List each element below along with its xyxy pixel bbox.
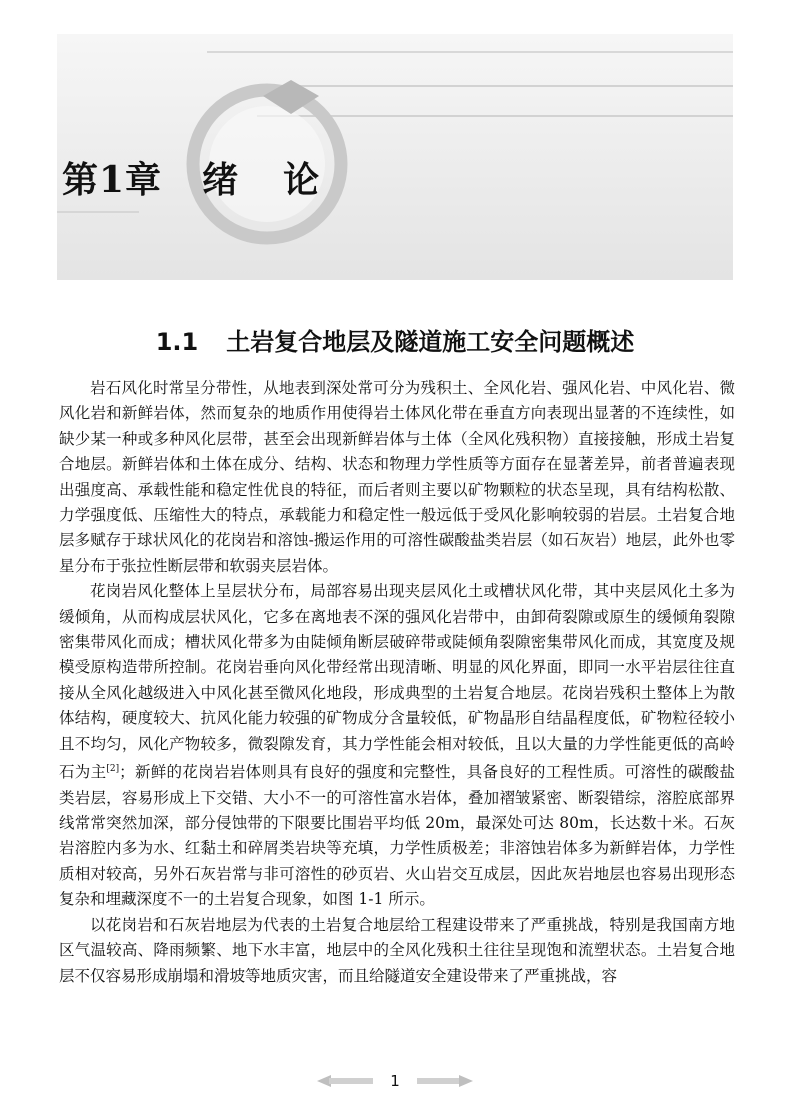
paragraph-2-part-1: 花岗岩风化整体上呈层状分布，局部容易出现夹层风化土或槽状风化带，其中夹层风化土多为缓倾角，从而构成层状风化，它多在离地表不深的强风化岩带中，由卸荷裂隙或原生的缓倾角裂隙密集带风化而成；槽状风化带多为由陡倾角断层破碎带或陡倾角裂隙密集带风化而成，其宽度及规模受原构造带所控制。花岗岩垂向风化带经常出现清晰、明显的风化界面，即同一水平岩层往往直接从全风化越级进入中风化甚至微风化地段，形成典型的土岩复合地层。花岗岩残积土整体上为散体结构，硬度较大、抗风化能力较强的矿物成分含量较低，矿物晶形自结晶程度低，矿物粒径较小且不均匀，风化产物较多，微裂隙发育，其力学性能会相对较低，且以大量的力学性能更低的高岭石为主 <box>59 582 735 782</box>
section-title: 土岩复合地层及隧道施工安全问题概述 <box>226 328 635 356</box>
page-number: 1 <box>390 1071 400 1090</box>
section-heading <box>0 322 790 357</box>
paragraph-3: 以花岗岩和石灰岩地层为代表的土岩复合地层给工程建设带来了严重挑战，特别是我国南方地区气温较高、降雨频繁、地下水丰富，地层中的全风化残积土往往呈现饱和流塑状态。土岩复合地层不仅容易形成崩塌和滑坡等地质灾害，而且给隧道安全建设带来了严重挑战，容 <box>59 915 735 985</box>
chapter-title <box>62 152 320 203</box>
paragraph-2-part-2: ；新鲜的花岗岩岩体则具有良好的强度和完整性，具备良好的工程性质。可溶性的碳酸盐类岩层，容易形成上下交错、大小不一的可溶性富水岩体，叠加褶皱紧密、断裂错综，溶腔底部界线常常突然加深，部分侵蚀带的下限要比围岩平均低 20m，最深处可达 80m，长达数十米。石灰岩溶腔内多为水、红黏土和碎屑类岩块等充填，力学性质极差；非溶蚀岩体多为新鲜岩体，力学性质相对较高，另外石灰岩常与非可溶性的砂页岩、火山岩交互成层，因此灰岩地层也容易出现形态复杂和埋藏深度不一的土岩复合现象，如图 1-1 所示。 <box>59 763 735 909</box>
section-number: 1.1 <box>155 328 199 356</box>
chapter-title-char-2: 论 <box>283 159 321 201</box>
paragraph-2 <box>59 579 735 912</box>
right-arrows-icon <box>417 1074 475 1088</box>
chapter-label: 第1章 <box>62 159 163 201</box>
left-arrows-icon <box>315 1074 373 1088</box>
page-footer <box>0 1070 790 1090</box>
body-text <box>59 376 735 989</box>
chapter-title-char-1: 绪 <box>202 159 240 201</box>
citation-ref: [2] <box>106 764 120 775</box>
paragraph-1: 岩石风化时常呈分带性，从地表到深处常可分为残积土、全风化岩、强风化岩、中风化岩、微风化岩和新鲜岩体，然而复杂的地质作用使得岩土体风化带在垂直方向表现出显著的不连续性，如缺少某一种或多种风化层带，甚至会出现新鲜岩体与土体（全风化残积物）直接接触，形成土岩复合地层。新鲜岩体和土体在成分、结构、状态和物理力学性质等方面存在显著差异，前者普遍表现出强度高、承载性能和稳定性优良的特征，而后者则主要以矿物颗粒的状态呈现，具有结构松散、力学强度低、压缩性大的特点，承载能力和稳定性一般远低于受风化影响较弱的岩层。土岩复合地层多赋存于球状风化的花岗岩和溶蚀-搬运作用的可溶性碳酸盐类岩层（如石灰岩）地层，此外也零星分布于张拉性断层带和软弱夹层岩体。 <box>59 379 735 575</box>
